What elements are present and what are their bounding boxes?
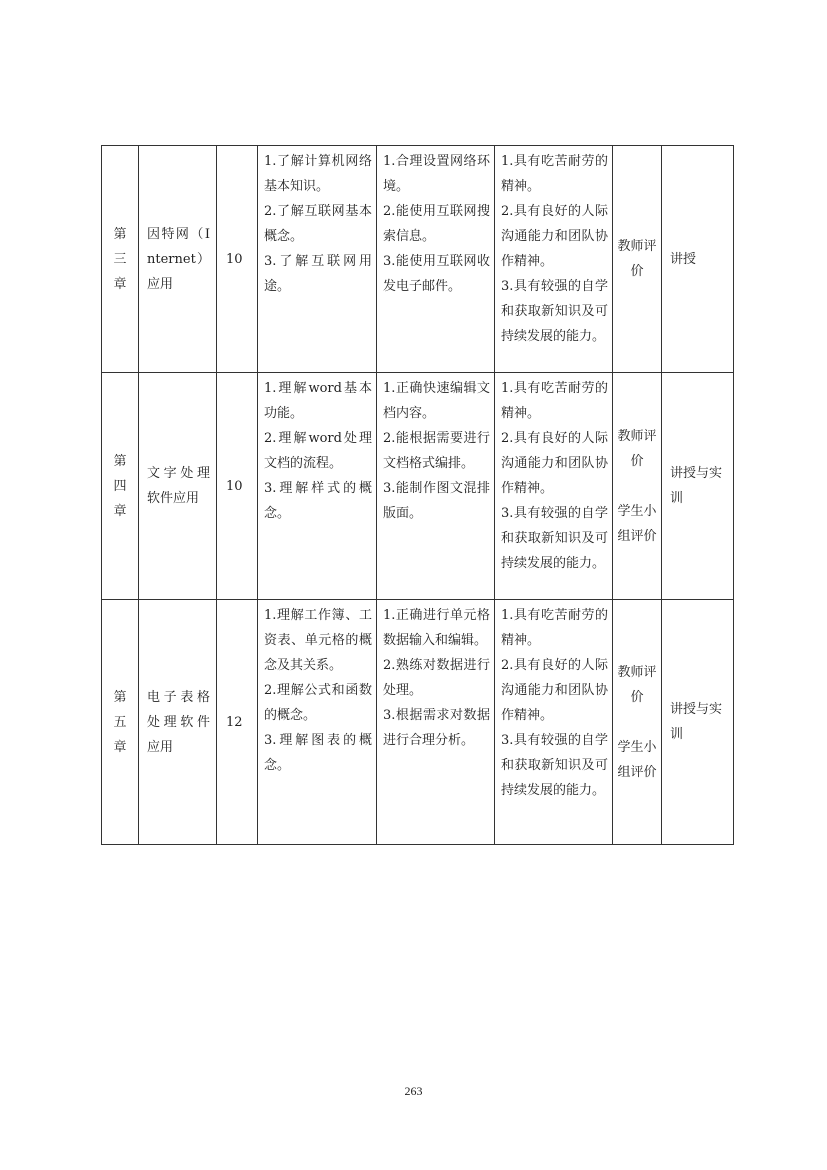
chapter-char: 第 <box>113 689 127 705</box>
skill-item: 1.正确进行单元格数据输入和编辑。 <box>383 608 490 648</box>
chapter-char: 四 <box>113 478 127 494</box>
hours-cell: 12 <box>217 600 258 845</box>
chapter-char: 章 <box>113 276 127 292</box>
evaluation-cell <box>613 146 662 373</box>
knowledge-item: 2.了解互联网基本概念。 <box>264 204 372 244</box>
syllabus-table <box>101 145 734 845</box>
skills-cell <box>377 600 495 845</box>
skill-item: 3.能使用互联网收发电子邮件。 <box>383 254 490 294</box>
content-name-cell: 电子表格处理软件应用 <box>139 600 217 845</box>
evaluation-method: 学生小组评价 <box>617 739 657 780</box>
knowledge-item: 2.理解公式和函数的概念。 <box>264 683 372 723</box>
knowledge-item: 1.理解word基本功能。 <box>264 381 372 421</box>
teaching-method-cell: 讲授 <box>662 146 734 373</box>
evaluation-method: 教师评价 <box>617 664 657 705</box>
quality-item: 3.具有较强的自学和获取新知识及可持续发展的能力。 <box>501 279 608 344</box>
skill-item: 1.合理设置网络环境。 <box>383 154 490 194</box>
evaluation-method: 学生小组评价 <box>617 503 657 544</box>
skill-item: 1.正确快速编辑文档内容。 <box>383 381 490 421</box>
skills-cell <box>377 373 495 600</box>
spacer <box>617 710 657 735</box>
evaluation-cell <box>613 373 662 600</box>
quality-item: 1.具有吃苦耐劳的精神。 <box>501 381 608 421</box>
quality-item: 1.具有吃苦耐劳的精神。 <box>501 154 608 194</box>
knowledge-item: 3.理解图表的概念。 <box>264 733 372 773</box>
evaluation-method: 教师评价 <box>617 428 657 469</box>
spacer <box>617 474 657 499</box>
knowledge-item: 3.理解样式的概念。 <box>264 481 372 521</box>
knowledge-cell <box>258 146 377 373</box>
skills-cell <box>377 146 495 373</box>
chapter-char: 三 <box>113 251 127 267</box>
knowledge-item: 2.理解word处理文档的流程。 <box>264 431 372 471</box>
skill-item: 3.能制作图文混排版面。 <box>383 481 490 521</box>
quality-item: 1.具有吃苦耐劳的精神。 <box>501 608 608 648</box>
quality-cell <box>495 373 613 600</box>
chapter-cell <box>102 146 139 373</box>
chapter-char: 第 <box>113 226 127 242</box>
hours-cell: 10 <box>217 373 258 600</box>
quality-item: 2.具有良好的人际沟通能力和团队协作精神。 <box>501 431 608 496</box>
quality-cell <box>495 146 613 373</box>
content-name-cell: 因特网（Internet）应用 <box>139 146 217 373</box>
quality-item: 3.具有较强的自学和获取新知识及可持续发展的能力。 <box>501 733 608 798</box>
chapter-char: 章 <box>113 503 127 519</box>
knowledge-item: 1.了解计算机网络基本知识。 <box>264 154 372 194</box>
quality-item: 2.具有良好的人际沟通能力和团队协作精神。 <box>501 658 608 723</box>
skill-item: 2.能根据需要进行文档格式编排。 <box>383 431 490 471</box>
page-number: 263 <box>404 1084 423 1098</box>
teaching-method-cell: 讲授与实训 <box>662 600 734 845</box>
quality-item: 2.具有良好的人际沟通能力和团队协作精神。 <box>501 204 608 269</box>
quality-item: 3.具有较强的自学和获取新知识及可持续发展的能力。 <box>501 506 608 571</box>
knowledge-cell <box>258 373 377 600</box>
knowledge-item: 3.了解互联网用途。 <box>264 254 372 294</box>
teaching-method-cell: 讲授与实训 <box>662 373 734 600</box>
knowledge-cell <box>258 600 377 845</box>
skill-item: 3.根据需求对数据进行合理分析。 <box>383 708 490 748</box>
knowledge-item: 1.理解工作簿、工资表、单元格的概念及其关系。 <box>264 608 372 673</box>
chapter-char: 五 <box>113 714 127 730</box>
table-row <box>102 146 734 373</box>
quality-cell <box>495 600 613 845</box>
evaluation-method: 教师评价 <box>617 239 657 279</box>
table-row <box>102 600 734 845</box>
chapter-cell <box>102 373 139 600</box>
table-row <box>102 373 734 600</box>
content-name-cell: 文字处理软件应用 <box>139 373 217 600</box>
skill-item: 2.熟练对数据进行处理。 <box>383 658 490 698</box>
chapter-char: 章 <box>113 739 127 755</box>
hours-cell: 10 <box>217 146 258 373</box>
chapter-char: 第 <box>113 453 127 469</box>
chapter-cell <box>102 600 139 845</box>
evaluation-cell <box>613 600 662 845</box>
skill-item: 2.能使用互联网搜索信息。 <box>383 204 490 244</box>
